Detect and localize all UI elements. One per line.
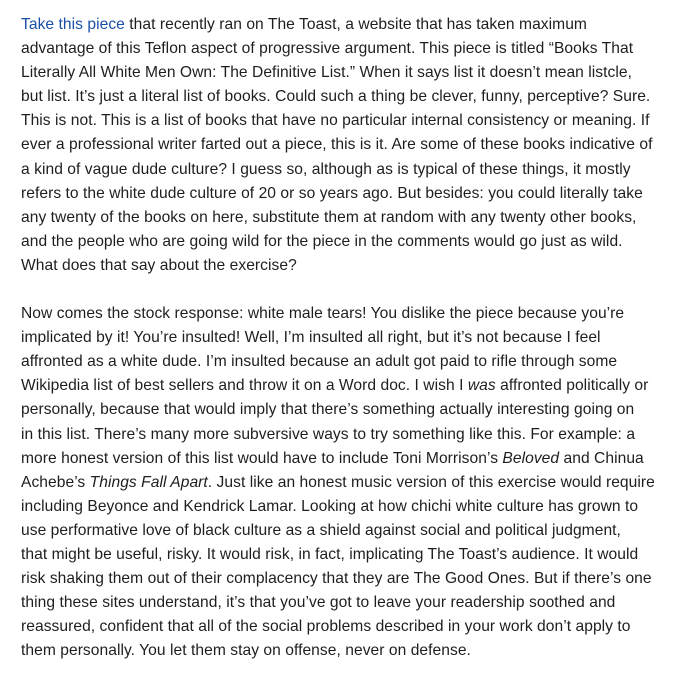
text-segment: any twenty of the books on here, substitute them at random with any twenty other books, <box>21 208 637 226</box>
text-segment: them personally. You let them stay on offense, never on defense. <box>21 642 471 660</box>
text-line <box>21 398 661 422</box>
text-segment: What does that say about the exercise? <box>21 256 297 274</box>
text-line <box>21 350 661 374</box>
text-segment: affronted as a white dude. I’m insulted because an adult got paid to rifle through some <box>21 353 618 371</box>
text-segment: but list. It’s just a literal list of books. Could such a thing be clever, funny, perceptive? Sure. <box>21 88 651 106</box>
text-segment: and the people who are going wild for the piece in the comments would go just as wild. <box>21 232 623 250</box>
article-link[interactable]: Take this piece <box>21 16 125 33</box>
text-line <box>21 374 661 398</box>
article-body <box>21 13 661 663</box>
text-segment: Now comes the stock response: white male tears! You dislike the piece because you’re <box>21 305 625 323</box>
text-segment: ever a professional writer farted out a piece, this is it. Are some of these books indicative of <box>21 136 653 154</box>
text-segment: refers to the white dude culture of 20 or so years ago. But besides: you could literally take <box>21 184 643 202</box>
text-line <box>21 615 661 639</box>
text-line <box>21 254 661 278</box>
text-segment: advantage of this Teflon aspect of progressive argument. This piece is titled “Books That <box>21 40 634 58</box>
text-line <box>21 133 661 157</box>
text-line <box>21 206 661 230</box>
text-segment: thing these sites understand, it’s that you’ve got to leave your readership soothed and <box>21 594 616 612</box>
text-segment: risk shaking them out of their complacency that they are The Good Ones. But if there’s one <box>21 570 652 588</box>
text-line <box>21 326 661 350</box>
text-line <box>21 13 661 37</box>
text-line <box>21 423 661 447</box>
text-segment: a kind of vague dude culture? I guess so, although as is typical of these things, it mostly <box>21 160 631 178</box>
text-segment: reassured, confident that all of the social problems described in your work don’t apply to <box>21 618 631 636</box>
text-line <box>21 85 661 109</box>
text-line <box>21 158 661 182</box>
article-paragraph-2 <box>21 302 661 663</box>
text-segment: affronted politically or <box>495 377 649 395</box>
text-line <box>21 109 661 133</box>
text-line <box>21 639 661 663</box>
text-line <box>21 182 661 206</box>
text-line <box>21 447 661 471</box>
text-line <box>21 519 661 543</box>
text-segment: Achebe’s <box>21 473 90 491</box>
text-segment: . Just like an honest music version of this exercise would require <box>207 473 655 491</box>
text-line <box>21 61 661 85</box>
text-line <box>21 543 661 567</box>
text-line <box>21 495 661 519</box>
text-line <box>21 471 661 495</box>
text-line <box>21 567 661 591</box>
text-line <box>21 302 661 326</box>
text-segment: personally, because that would imply that there’s something actually interesting going on <box>21 401 635 419</box>
italic-title: Things Fall Apart <box>89 473 208 491</box>
article-paragraph-1 <box>21 13 661 278</box>
text-line <box>21 37 661 61</box>
italic-title: was <box>467 377 496 395</box>
text-segment: Wikipedia list of best sellers and throw it on a Word doc. I wish I <box>21 377 468 395</box>
text-line <box>21 591 661 615</box>
text-segment: implicated by it! You’re insulted! Well, I’m insulted all right, but it’s not because I feel <box>21 329 601 347</box>
text-segment: including Beyonce and Kendrick Lamar. Looking at how chichi white culture has grown to <box>21 497 639 515</box>
text-segment: that might be useful, risky. It would risk, in fact, implicating The Toast’s audience. It would <box>21 545 639 563</box>
text-segment: Literally All White Men Own: The Definitive List.” When it says list it doesn’t mean listcle, <box>21 64 633 82</box>
text-segment: in this list. There’s many more subversive ways to try something like this. For example: a <box>21 425 636 443</box>
text-segment: use performative love of black culture as a shield against social and political judgment, <box>21 521 621 539</box>
text-segment: that recently ran on The Toast, a website that has taken maximum <box>124 16 587 33</box>
text-segment: more honest version of this list would have to include Toni Morrison’s <box>21 449 503 467</box>
text-segment: and Chinua <box>559 449 644 467</box>
text-line <box>21 230 661 254</box>
italic-title: Beloved <box>502 449 560 467</box>
text-segment: This is not. This is a list of books that have no particular internal consistency or meaning. If <box>21 112 650 130</box>
